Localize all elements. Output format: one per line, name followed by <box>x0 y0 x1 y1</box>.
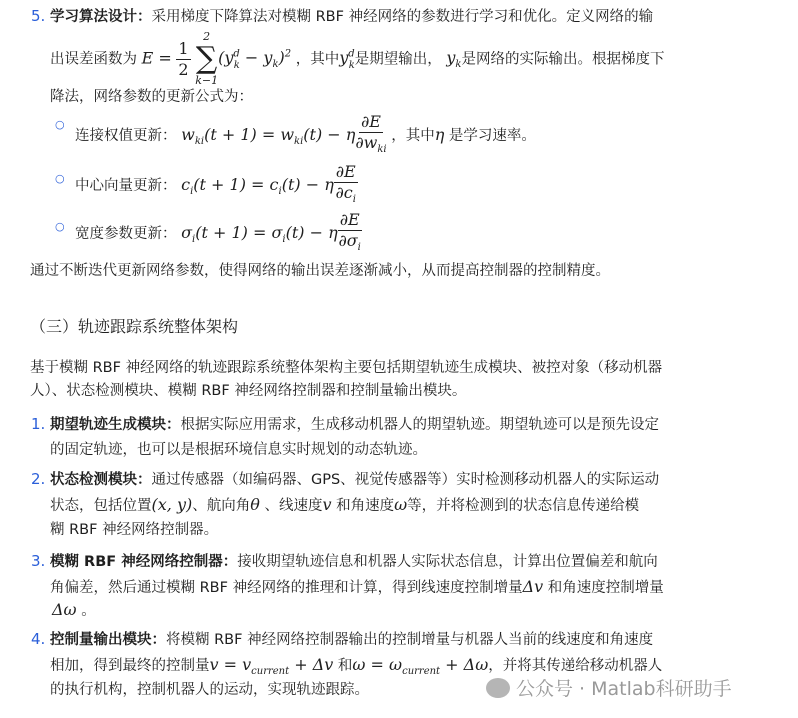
item-line <box>50 494 639 517</box>
item-title: 期望轨迹生成模块 <box>50 417 166 433</box>
colon: ： <box>151 632 166 648</box>
item-number: 1. <box>31 415 46 433</box>
summary-paragraph: 通过不断迭代更新网络参数，使得网络的输出误差逐渐减小，从而提高控制器的控制精度。 <box>30 263 610 279</box>
m: ) <box>278 48 285 68</box>
m: ω = ω <box>352 655 403 674</box>
m: y <box>446 48 456 68</box>
item-line <box>50 576 664 599</box>
text: 是学习速率。 <box>448 128 536 144</box>
m: i <box>352 194 356 206</box>
item-number: 3. <box>31 552 46 570</box>
math: ω <box>394 495 408 514</box>
text: 将模糊 RBF 神经网络控制器输出的控制增量与机器人当前的线速度和角速度 <box>166 632 654 648</box>
item-line <box>50 469 659 491</box>
error-function-line <box>50 30 664 91</box>
m: (t + 1) = w <box>204 125 295 144</box>
item-number: 4. <box>31 630 46 648</box>
fraction <box>355 112 386 160</box>
math: Δω <box>52 600 77 619</box>
text: 等，并将检测到的状态信息传递给模 <box>407 498 640 514</box>
m: i <box>357 242 361 254</box>
m: (t) − η <box>281 175 334 194</box>
item-line <box>50 629 653 651</box>
m: k <box>272 59 279 71</box>
denominator <box>355 133 386 160</box>
colon: ： <box>222 554 238 570</box>
text: 糊 RBF 神经网络控制器。 <box>50 522 219 538</box>
m: i <box>190 186 194 198</box>
watermark-text: 公众号 · Matlab科研助手 <box>516 678 732 700</box>
m: (t + 1) = σ <box>195 223 283 242</box>
math: (x, y) <box>151 495 193 514</box>
denominator: 2 <box>178 59 189 79</box>
denominator <box>338 231 360 258</box>
item-line <box>50 551 658 573</box>
bullet-circle-icon: ○ <box>55 118 65 131</box>
colon: ： <box>166 417 181 433</box>
numerator: ∂E <box>339 209 360 229</box>
item-title: 模糊 RBF 神经网络控制器 <box>50 554 223 570</box>
math <box>181 223 338 246</box>
text: 状态，包括位置 <box>50 498 152 514</box>
text: 接收期望轨迹信息和机器人实际状态信息，计算出位置偏差和航向 <box>237 554 658 570</box>
update-width <box>75 208 362 265</box>
m: (y <box>218 48 234 68</box>
text: 的固定轨迹，也可以是根据环境信息实时规划的动态轨迹。 <box>50 442 427 458</box>
section-heading: （三）轨迹跟踪系统整体架构 <box>30 317 239 336</box>
bullet-circle-icon: ○ <box>55 172 65 185</box>
text: 、航向角 <box>192 498 251 514</box>
numerator: ∂E <box>361 111 381 131</box>
sum-symbol: ∑ <box>195 41 218 77</box>
text: 是期望输出， <box>354 51 442 68</box>
intro-line: 人）、状态检测模块、模糊 RBF 神经网络控制器和控制量输出模块。 <box>30 383 467 399</box>
math <box>209 655 334 678</box>
m: d <box>233 49 240 60</box>
text: ，其中 <box>295 51 340 68</box>
update-weight <box>75 110 536 167</box>
text: 降法，网络参数的更新公式为： <box>50 89 253 105</box>
m: w <box>181 125 195 144</box>
text: 和角速度 <box>336 498 395 514</box>
denominator <box>336 183 356 210</box>
item-line <box>50 414 659 436</box>
item-number: 5. <box>31 7 46 25</box>
m: k <box>348 59 355 71</box>
item-line <box>50 6 653 28</box>
m: ki <box>294 136 304 148</box>
math: E = <box>141 48 172 68</box>
m: d <box>348 49 355 60</box>
fraction <box>338 210 362 258</box>
sum-lower: k−1 <box>195 74 219 88</box>
text: 出误差函数为 <box>50 51 137 68</box>
m: current <box>402 666 441 678</box>
m: (t + 1) = c <box>193 175 279 194</box>
m: + Δv <box>289 655 334 674</box>
label: 中心向量更新： <box>75 178 177 194</box>
math <box>181 175 334 198</box>
fraction <box>176 39 190 80</box>
text: 通过传感器（如编码器、GPS、视觉传感器等）实时检测移动机器人的实际运动 <box>151 472 660 488</box>
item-title: 学习算法设计 <box>50 9 137 25</box>
m: ∂c <box>335 182 353 202</box>
intro-line: 基于模糊 RBF 神经网络的轨迹跟踪系统整体架构主要包括期望轨迹生成模块、被控对象（移动机器 <box>30 360 663 376</box>
label: 连接权值更新： <box>75 128 177 144</box>
item-number: 2. <box>31 470 46 488</box>
text: 和角速度控制增量 <box>547 580 664 596</box>
math <box>218 48 292 71</box>
text: 采用梯度下降算法对模糊 RBF 神经网络的参数进行学习和优化。定义网络的输 <box>151 9 654 25</box>
text: 的执行机构，控制机器人的运动，实现轨迹跟踪。 <box>50 682 369 698</box>
math <box>352 655 489 678</box>
item-title: 状态检测模块 <box>50 472 137 488</box>
colon: ： <box>137 9 152 25</box>
item-line <box>52 599 96 622</box>
math: θ <box>250 495 260 514</box>
colon: ： <box>137 472 152 488</box>
math: Δv <box>522 577 544 596</box>
m: i <box>192 234 196 246</box>
numerator: 1 <box>178 38 189 58</box>
label: 宽度参数更新： <box>75 226 177 242</box>
bullet-circle-icon: ○ <box>55 220 65 233</box>
m: + Δω <box>440 655 489 674</box>
text: 根据实际应用需求，生成移动机器人的期望轨迹。期望轨迹可以是预先设定 <box>180 417 659 433</box>
m: c <box>181 175 191 194</box>
m: current <box>251 666 290 678</box>
text: 是网络的实际输出。根据梯度下 <box>461 51 665 68</box>
watermark <box>486 674 732 701</box>
m: (t) − η <box>303 125 356 144</box>
item-title: 控制量输出模块 <box>50 632 152 648</box>
math <box>181 125 356 148</box>
m: (t) − η <box>285 223 338 242</box>
m: ∂σ <box>338 230 358 250</box>
text: 相加，得到最终的控制量 <box>50 658 210 674</box>
sum-upper: 2 <box>203 30 211 44</box>
m: ki <box>194 136 205 148</box>
math <box>446 48 462 71</box>
text: ，其中 <box>391 128 435 144</box>
summation <box>195 30 218 88</box>
m: v = v <box>209 655 252 674</box>
m: − y <box>239 48 273 68</box>
m: k <box>455 59 462 71</box>
text: 。 <box>81 603 96 619</box>
m: 2 <box>284 49 292 60</box>
text: 、线速度 <box>264 498 323 514</box>
m: σ <box>181 223 193 242</box>
math <box>339 48 355 71</box>
fraction <box>334 162 358 210</box>
numerator: ∂E <box>335 161 356 181</box>
text: 和 <box>337 658 353 674</box>
text: 角偏差，然后通过模糊 RBF 神经网络的推理和计算，得到线速度控制增量 <box>50 580 523 596</box>
math: η <box>434 125 445 144</box>
math: v <box>322 495 332 514</box>
m: i <box>278 186 282 198</box>
wechat-icon <box>486 678 510 698</box>
text: ，并将其传递给移动机器人 <box>488 658 663 674</box>
m: ki <box>377 144 387 156</box>
m: i <box>282 234 286 246</box>
m: k <box>233 59 240 71</box>
m: y <box>339 48 349 68</box>
m: ∂w <box>355 132 378 152</box>
